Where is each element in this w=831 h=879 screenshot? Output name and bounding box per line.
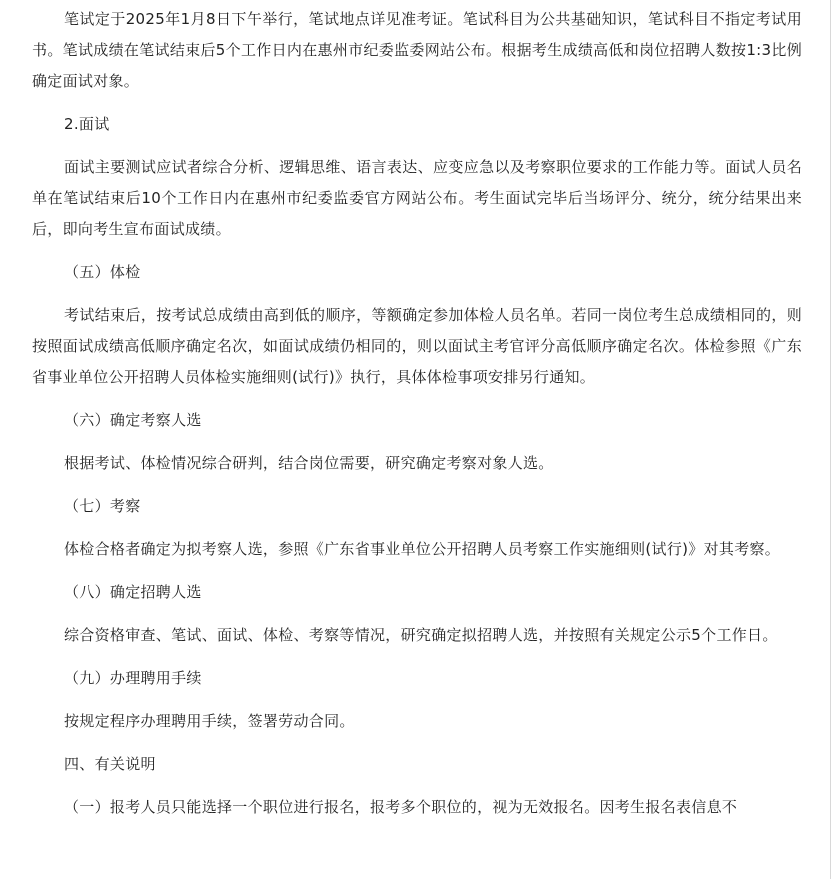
heading-determine-candidates: （六）确定考察人选: [64, 411, 202, 429]
heading-physical-exam: （五）体检: [64, 263, 141, 281]
paragraph-determine-hires: 综合资格审查、笔试、面试、体检、考察等情况，研究确定拟招聘人选，并按照有关规定公示5个工作日。: [64, 626, 778, 644]
document-content: [32, 4, 802, 823]
paragraph-notes-1: （一）报考人员只能选择一个职位进行报名，报考多个职位的，视为无效报名。因考生报名表信息不: [64, 798, 738, 816]
heading-interview: 2.面试: [64, 115, 110, 133]
paragraph-written-exam: 笔试定于2025年1月8日下午举行，笔试地点详见准考证。笔试科目为公共基础知识，笔试科目不指定考试用书。笔试成绩在笔试结束后5个工作日内在惠州市纪委监委网站公布。根据考生成绩高低和岗位招聘人数按1:3比例确定面试对象。: [32, 10, 802, 90]
paragraph-employment-procedures: 按规定程序办理聘用手续，签署劳动合同。: [64, 712, 355, 730]
paragraph-interview: 面试主要测试应试者综合分析、逻辑思维、语言表达、应变应急以及考察职位要求的工作能力等。面试人员名单在笔试结束后10个工作日内在惠州市纪委监委官方网站公布。考生面试完毕后当场评分、统分，统分结果出来后，即向考生宣布面试成绩。: [32, 158, 802, 238]
paragraph-physical-exam: 考试结束后，按考试总成绩由高到低的顺序，等额确定参加体检人员名单。若同一岗位考生总成绩相同的，则按照面试成绩高低顺序确定名次，如面试成绩仍相同的，则以面试主考官评分高低顺序确定名次。体检参照《广东省事业单位公开招聘人员体检实施细则(试行)》执行，具体体检事项安排另行通知。: [32, 306, 802, 386]
heading-inspection: （七）考察: [64, 497, 141, 515]
heading-employment-procedures: （九）办理聘用手续: [64, 669, 202, 687]
paragraph-inspection: 体检合格者确定为拟考察人选，参照《广东省事业单位公开招聘人员考察工作实施细则(试行)》对其考察。: [64, 540, 781, 558]
paragraph-determine-candidates: 根据考试、体检情况综合研判，结合岗位需要，研究确定考察对象人选。: [64, 454, 554, 472]
heading-notes: 四、有关说明: [64, 755, 156, 773]
heading-determine-hires: （八）确定招聘人选: [64, 583, 202, 601]
